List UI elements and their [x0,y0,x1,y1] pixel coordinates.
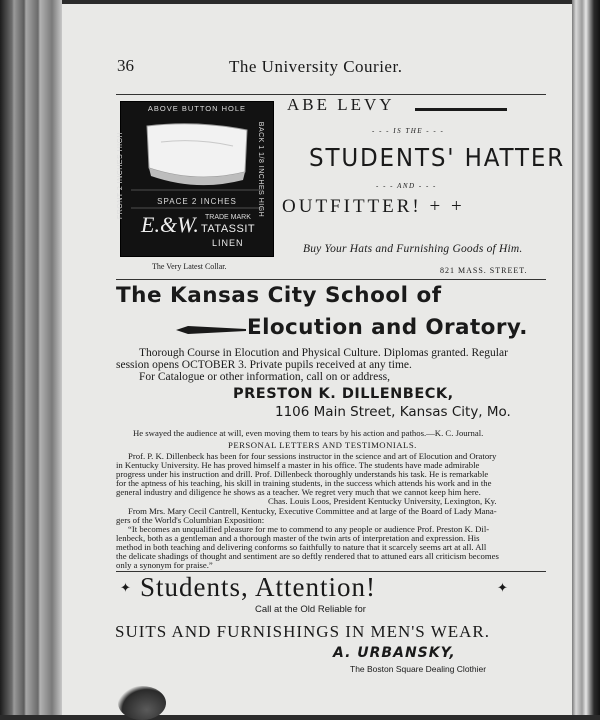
testimonial-line: Prof. P. K. Dillenbeck has been for four sessions instructor in the science and art of Elocution and Oratory [128,451,497,461]
collar-material: LINEN [212,238,244,248]
levy-title: STUDENTS' HATTER [309,143,566,172]
levy-is-the: - - - IS THE - - - [372,127,445,135]
school-quote: He swayed the audience at will, even moving them to tears by his action and pathos.—K. C. Journal. [133,428,484,438]
school-title-line2: Elocution and Oratory. [247,315,528,340]
page-number: 36 [117,56,134,75]
attention-ornament-left: ✦ [120,580,131,595]
collar-illustration [117,101,274,257]
collar-brand: TATASSIT [201,223,256,235]
testimonial-signature: Chas. Louis Loos, President Kentucky University, Lexington, Ky. [268,496,497,506]
section-rule-1 [116,279,546,280]
testimonial-line: progress under his instruction and drill. Prof. Dillenbeck thoroughly understands his task. He is remarkable [116,469,489,479]
page-title: The University Courier. [229,57,403,76]
collar-top-label: ABOVE BUTTON HOLE [147,104,247,113]
school-title-line1: The Kansas City School of [116,283,442,308]
urbansky-tagline: The Boston Square Dealing Clothier [350,664,487,674]
urbansky-name: A. URBANSKY, [333,645,456,661]
levy-decorative-rule [415,108,507,111]
testimonial-line: From Mrs. Mary Cecil Cantrell, Kentucky, Executive Committee and at large of the Board of Lady Mana- [128,506,497,516]
school-body-line: session opens OCTOBER 3. Private pupils received at any time. [116,359,412,371]
school-contact-name: PRESTON K. DILLENBECK, [233,386,454,402]
school-ornament [176,325,246,335]
levy-and: - - - AND - - - [376,182,437,190]
testimonial-line: gers of the World's Columbian Exposition: [116,515,265,525]
school-body-line: For Catalogue or other information, call on or address, [139,371,391,383]
collar-space-label: SPACE 2 INCHES [157,197,237,206]
testimonial-line: general industry and diligence he shows as a teacher. We regret very much that we cannot keep him here. [116,487,481,497]
urbansky-headline: Students, Attention! [140,572,376,602]
testimonial-line: “It becomes an unqualified pleasure for me to commend to any people or audience Prof. Preston K. Dil- [128,524,490,534]
testimonial-line: the delicate shadings of thought and sentiment are so deftly rendered that to attuned ears all criticism becomes [116,551,499,561]
testimonials-heading: PERSONAL LETTERS AND TESTIMONIALS. [228,440,417,450]
school-contact-address: 1106 Main Street, Kansas City, Mo. [275,404,511,420]
levy-name: ABE LEVY [287,95,395,114]
levy-outfitter: OUTFITTER! + + [282,196,465,217]
testimonial-line: only a synonym for praise.” [116,560,213,570]
urbansky-offer: SUITS AND FURNISHINGS IN MEN'S WEAR. [115,622,491,641]
collar-trade-mark: TRADE MARK [205,214,251,221]
collar-left-label: FRONT 2 INCHES HIGH [117,131,125,220]
school-body-line: Thorough Course in Elocution and Physical Culture. Diplomas granted. Regular [139,347,508,359]
urbansky-call: Call at the Old Reliable for [255,604,366,615]
collar-caption: The Very Latest Collar. [152,262,227,271]
testimonial-line: lenbeck, both as a gentleman and a thorough master of the twin arts of interpretation and expression. His [116,533,480,543]
testimonial-line: in Kentucky University. He has proved himself a master in his office. The students have made admirable [116,460,480,470]
levy-tagline: Buy Your Hats and Furnishing Goods of Him. [303,243,523,255]
testimonial-line: method in both teaching and delivering conforms so faithfully to nature that it scarcely seems art at all. All [116,542,487,552]
attention-ornament-right: ✦ [497,580,508,595]
levy-address: 821 MASS. STREET. [440,266,528,275]
collar-right-label: BACK 1 1/8 INCHES HIGH [257,121,265,218]
collar-monogram: E.&W. [141,212,199,237]
testimonial-line: for the aptness of his teaching, his skill in training students, in the success which attends his work and in the [116,478,492,488]
